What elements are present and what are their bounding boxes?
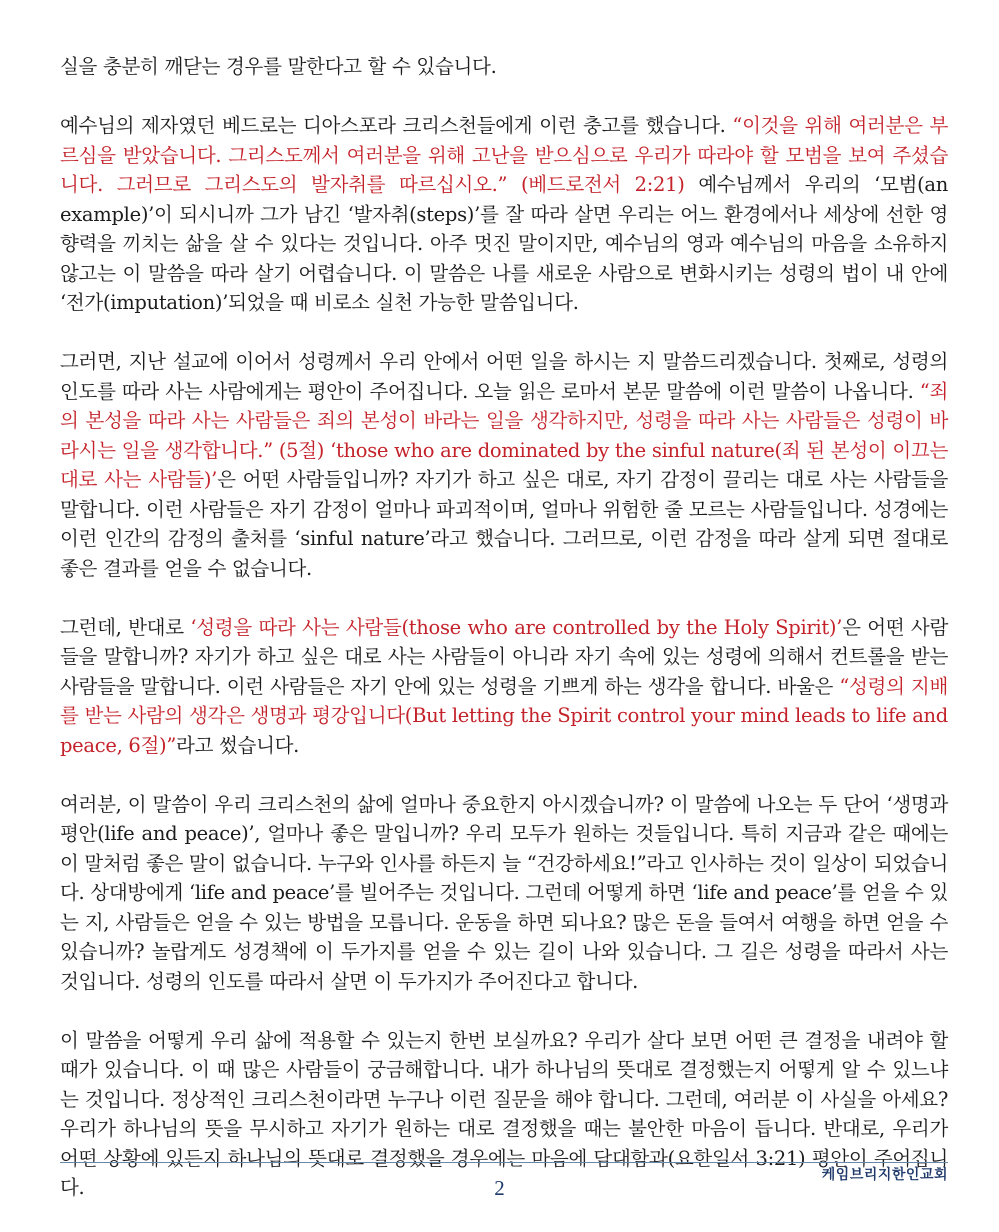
paragraph (60, 347, 948, 583)
paragraph (60, 613, 948, 761)
scripture-quote: ‘성령을 따라 사는 사람들(those who are controlled by the Holy Spirit)’ (190, 615, 843, 639)
text-run: 그런데, 반대로 (60, 615, 191, 639)
page-number: 2 (494, 1176, 505, 1200)
scripture-quote: “죄의 본성을 따라 사는 사람들은 죄의 본성이 바라는 일을 생각하지만, 성령을 따라 사는 사람들은 성령이 바라시는 일을 생각합니다.” (5절) ‘those who are dominated by the sinful nature(죄 된 본성이 이끄는 대로 사는 사람들)’ (60, 379, 948, 491)
sermon-body (60, 52, 948, 1232)
text-run: 여러분, 이 말씀이 우리 크리스천의 삶에 얼마나 중요한지 아시겠습니까? 이 말씀에 나오는 두 단어 ‘생명과 평안(life and peace)’, 얼마나 좋은 말입니까? 우리 모두가 원하는 것들입니다. 특히 지금과 같은 때에는 이 말처럼 좋은 말이 없습니다. 누구와 인사를 하든지 늘 “건강하세요!”라고 인사하는 것이 일상이 되었습니다. 상대방에게 ‘life and peace’를 빌어주는 것입니다. 그런데 어떻게 하면 ‘life and peace’를 얻을 수 있는 지, 사람들은 얻을 수 있는 방법을 모릅니다. 운동을 하면 되나요? 많은 돈을 들여서 여행을 하면 얻을 수 있습니까? 놀랍게도 성경책에 이 두가지를 얻을 수 있는 길이 나와 있습니다. 그 길은 성령을 따라서 사는 것입니다. 성령의 인도를 따라서 살면 이 두가지가 주어진다고 합니다. (60, 792, 949, 993)
paragraph (60, 52, 948, 82)
text-run: 예수님의 제자였던 베드로는 디아스포라 크리스천들에게 이런 충고를 했습니다. (60, 114, 733, 137)
church-name: 케임브리지한인교회 (821, 1167, 948, 1183)
scripture-quote: “이것을 위해 여러분은 부르심을 받았습니다. 그리스도께서 여러분을 위해 고난을 받으심으로 우리가 따라야 할 모범을 보여 주셨습니다. 그러므로 그리스도의 발자취를 따르십시오.” (베드로전서 2:21) (60, 114, 948, 196)
text-run: 이 말씀을 어떻게 우리 삶에 적용할 수 있는지 한번 보실까요? 우리가 살다 보면 어떤 큰 결정을 내려야 할 때가 있습니다. 이 때 많은 사람들이 궁금해합니다. 내가 하나님의 뜻대로 결정했는지 어떻게 알 수 있느냐는 것입니다. 정상적인 크리스천이라면 누구나 이런 질문을 해야 합니다. 그런데, 여러분 이 사실을 아세요? 우리가 하나님의 뜻을 무시하고 자기가 원하는 대로 결정했을 때는 불안한 마음이 듭니다. 반대로, 우리가 어떤 상황에 있든지 하나님의 뜻대로 결정했을 경우에는 마음에 담대함과(요한일서 3:21) 평안이 주어집니다. (60, 1028, 948, 1199)
text-run: 은 어떤 사람들을 말합니까? 자기가 하고 싶은 대로 사는 사람들이 아니라 자기 속에 있는 성령에 의해서 컨트롤을 받는 사람들을 말합니다. 이런 사람들은 자기 안에 있는 성령을 기쁘게 하는 생각을 합니다. 바울은 (60, 615, 948, 698)
text-run: 그러면, 지난 설교에 이어서 성령께서 우리 안에서 어떤 일을 하시는 지 말씀드리겠습니다. 첫째로, 성령의 인도를 따라 사는 사람에게는 평안이 주어집니다. 오늘 읽은 로마서 본문 말씀에 이런 말씀이 나옵니다. (60, 350, 948, 403)
paragraph (60, 111, 948, 318)
footer-divider (60, 1162, 948, 1163)
paragraph (60, 790, 948, 997)
text-run: 실을 충분히 깨닫는 경우를 말한다고 할 수 있습니다. (60, 55, 497, 78)
text-run: 은 어떤 사람들입니까? 자기가 하고 싶은 대로, 자기 감정이 끌리는 대로 사는 사람들을 말합니다. 이런 사람들은 자기 감정이 얼마나 파괴적이며, 얼마나 위험한 줄 모르는 사람들입니다. 성경에는 이런 인간의 감정의 출처를 ‘sinful nature’라고 했습니다. 그러므로, 이런 감정을 따라 살게 되면 절대로 좋은 결과를 얻을 수 없습니다. (60, 468, 948, 580)
scripture-quote: “성령의 지배를 받는 사람의 생각은 생명과 평강입니다(But letting the Spirit control your mind leads to life and peace, 6절)” (60, 674, 948, 757)
text-run: 예수님께서 우리의 ‘모범(an example)’이 되시니까 그가 남긴 ‘발자취(steps)’를 잘 따라 살면 우리는 어느 환경에서나 세상에 선한 영향력을 끼치는 삶을 살 수 있다는 것입니다. 아주 멋진 말이지만, 예수님의 영과 예수님의 마음을 소유하지 않고는 이 말씀을 따라 살기 어렵습니다. 이 말씀은 나를 새로운 사람으로 변화시키는 성령의 법이 내 안에 ‘전가(imputation)’되었을 때 비로소 실천 가능한 말씀입니다. (60, 173, 948, 314)
text-run: 라고 썼습니다. (176, 733, 300, 757)
